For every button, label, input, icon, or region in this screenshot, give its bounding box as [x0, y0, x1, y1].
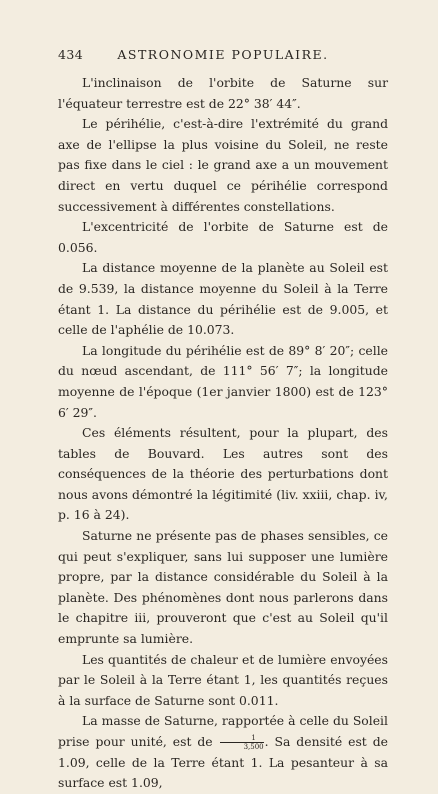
paragraph-heat-light: Les quantités de chaleur et de lumière envoyées par le Soleil à la Terre étant 1, les quantités reçues à la surface de Saturne sont 0.011.	[58, 651, 388, 708]
fraction-numerator: 1	[220, 734, 264, 743]
paragraph-longitude: La longitude du périhélie est de 89° 8′ 20″; celle du nœud ascendant, de 111° 56′ 7″; la longitude moyenne de l'époque (1er janvier 1800) est de 123° 6′ 29″.	[58, 342, 388, 420]
page-number: 434	[58, 47, 84, 62]
paragraph-eccentricity: L'excentricité de l'orbite de Saturne est de 0.056.	[58, 219, 388, 255]
running-title: ASTRONOMIE POPULAIRE.	[117, 47, 329, 62]
mass-text-end: . Sa densité est de 1.09, celle de la Terre étant 1. La pesanteur à sa surface est 1.09,	[58, 734, 388, 791]
fraction-denominator: 3,500	[243, 743, 264, 751]
paragraph-mass	[58, 711, 388, 793]
page-header	[58, 47, 388, 67]
mass-fraction	[220, 734, 264, 751]
mass-text-start: La masse de Saturne, rapportée à celle du Soleil prise pour unité, est de	[58, 713, 388, 749]
body-text	[58, 73, 388, 794]
paragraph-inclination: L'inclinaison de l'orbite de Saturne sur l'équateur terrestre est de 22° 38′ 44″.	[58, 75, 388, 111]
paragraph-phases: Saturne ne présente pas de phases sensibles, ce qui peut s'expliquer, sans lui supposer une lumière propre, par la distance considérable du Soleil à la planète. Des phénomènes dont nous parlerons dans le chapitre iii, prouveront que c'est au Soleil qu'il emprunte sa lumière.	[58, 528, 388, 647]
paragraph-elements-source: Ces éléments résultent, pour la plupart, des tables de Bouvard. Les autres sont des conséquences de la théorie des perturbations dont nous avons démontré la légitimité (liv. xxiii, chap. iv, p. 16 à 24).	[58, 425, 388, 523]
paragraph-perihelion: Le périhélie, c'est-à-dire l'extrémité du grand axe de l'ellipse la plus voisine du Soleil, ne reste pas fixe dans le ciel : le grand axe a un mouvement direct en vertu duquel ce périhélie correspond successivement à différentes constellations.	[58, 116, 388, 214]
paragraph-mean-distance: La distance moyenne de la planète au Soleil est de 9.539, la distance moyenne du Soleil à la Terre étant 1. La distance du périhélie est de 9.005, et celle de l'aphélie de 10.073.	[58, 260, 388, 338]
